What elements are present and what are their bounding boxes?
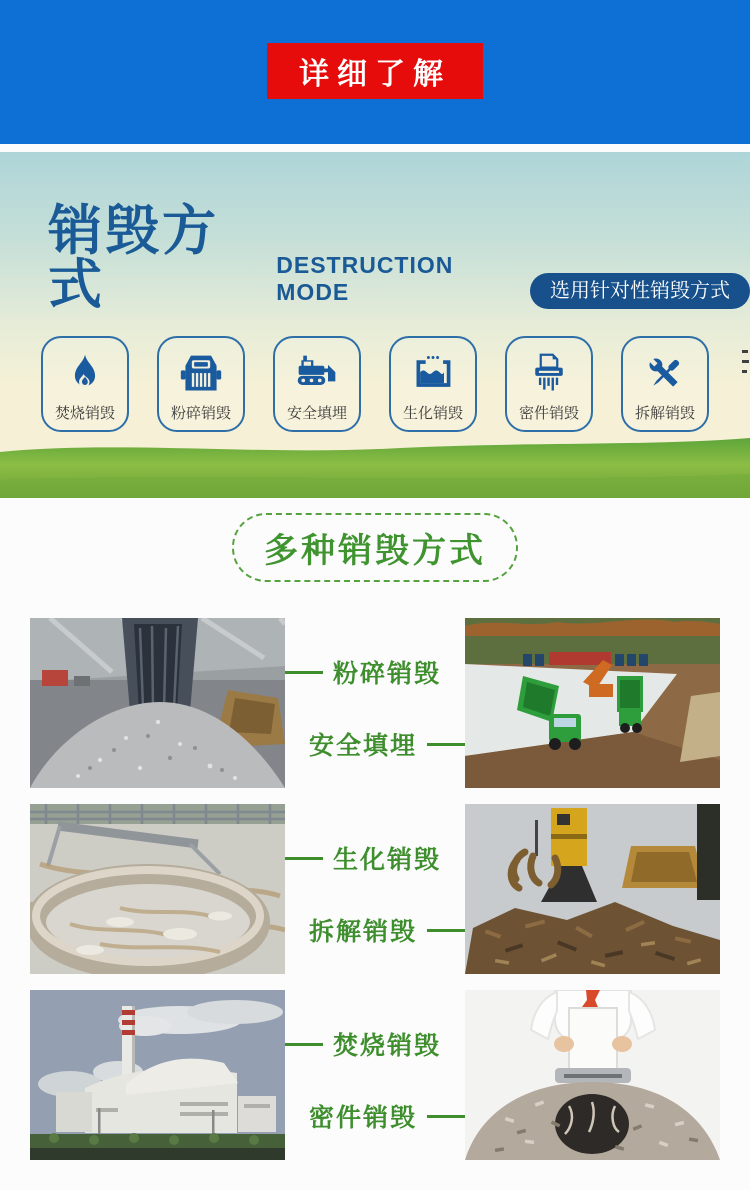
method-box-confidential[interactable] (505, 336, 593, 432)
photo-scrap-metal-dismantling (465, 804, 720, 974)
label-pointer (285, 1026, 441, 1062)
label-pointer (309, 726, 465, 762)
pointer-line (427, 929, 465, 932)
photo-landfill-site (465, 618, 720, 788)
multiple-methods-section (0, 498, 750, 1160)
gallery-row (30, 804, 720, 974)
learn-more-button[interactable]: 详细了解 (267, 43, 483, 99)
gallery-labels (285, 618, 465, 788)
document-shredder-icon (527, 347, 571, 401)
photo-biochemical-treatment-pool (30, 804, 285, 974)
gallery-labels (285, 804, 465, 974)
flame-icon (63, 347, 107, 401)
label-pointer (309, 1098, 465, 1134)
bulldozer-icon (295, 347, 339, 401)
method-photo-label: 拆解销毁 (308, 918, 417, 946)
label-pointer (285, 840, 441, 876)
method-photo-label: 焚烧销毁 (333, 1032, 442, 1060)
section-heading-pill (232, 513, 518, 582)
label-pointer (285, 654, 441, 690)
gallery-row (30, 618, 720, 788)
clipped-edge-text-fragment (742, 348, 750, 378)
gallery-labels (285, 990, 465, 1160)
pointer-line (285, 857, 323, 860)
method-box-landfill[interactable] (273, 336, 361, 432)
grass-field-graphic (0, 436, 750, 498)
destruction-mode-hero (0, 152, 750, 498)
method-label: 焚烧销毁 (54, 405, 115, 422)
method-box-biochemical[interactable] (389, 336, 477, 432)
photo-incineration-plant (30, 990, 285, 1160)
hero-heading (0, 152, 750, 315)
method-photo-label: 安全填埋 (308, 732, 417, 760)
pointer-line (427, 743, 465, 746)
top-banner (0, 0, 750, 144)
method-photo-gallery (0, 618, 750, 1160)
gallery-row (30, 990, 720, 1160)
pointer-line (427, 1115, 465, 1118)
section-heading: 多种销毁方式 (264, 532, 486, 570)
hero-title: 销毁方式 (48, 201, 219, 315)
method-photo-label: 粉碎销毁 (333, 660, 442, 688)
method-photo-label: 密件销毁 (308, 1104, 417, 1132)
photo-paper-shredding-plant (30, 618, 285, 788)
method-label: 拆解销毁 (634, 405, 695, 422)
method-label: 安全填埋 (286, 405, 347, 422)
photo-confidential-shredding (465, 990, 720, 1160)
pointer-line (285, 1043, 323, 1046)
wrench-screwdriver-icon (643, 347, 687, 401)
liquid-tank-icon (411, 347, 455, 401)
method-box-shredding[interactable] (157, 336, 245, 432)
hero-subtitle: DESTRUCTION MODE (276, 252, 454, 305)
method-label: 密件销毁 (518, 405, 579, 422)
label-pointer (309, 912, 465, 948)
method-label: 生化销毁 (402, 405, 463, 422)
method-label: 粉碎销毁 (170, 405, 231, 422)
method-box-row (0, 336, 750, 432)
hero-badge: 选用针对性销毁方式 (530, 273, 750, 309)
method-photo-label: 生化销毁 (333, 846, 442, 874)
method-box-dismantling[interactable] (621, 336, 709, 432)
pointer-line (285, 671, 323, 674)
shredder-machine-icon (179, 347, 223, 401)
method-box-incineration[interactable] (41, 336, 129, 432)
